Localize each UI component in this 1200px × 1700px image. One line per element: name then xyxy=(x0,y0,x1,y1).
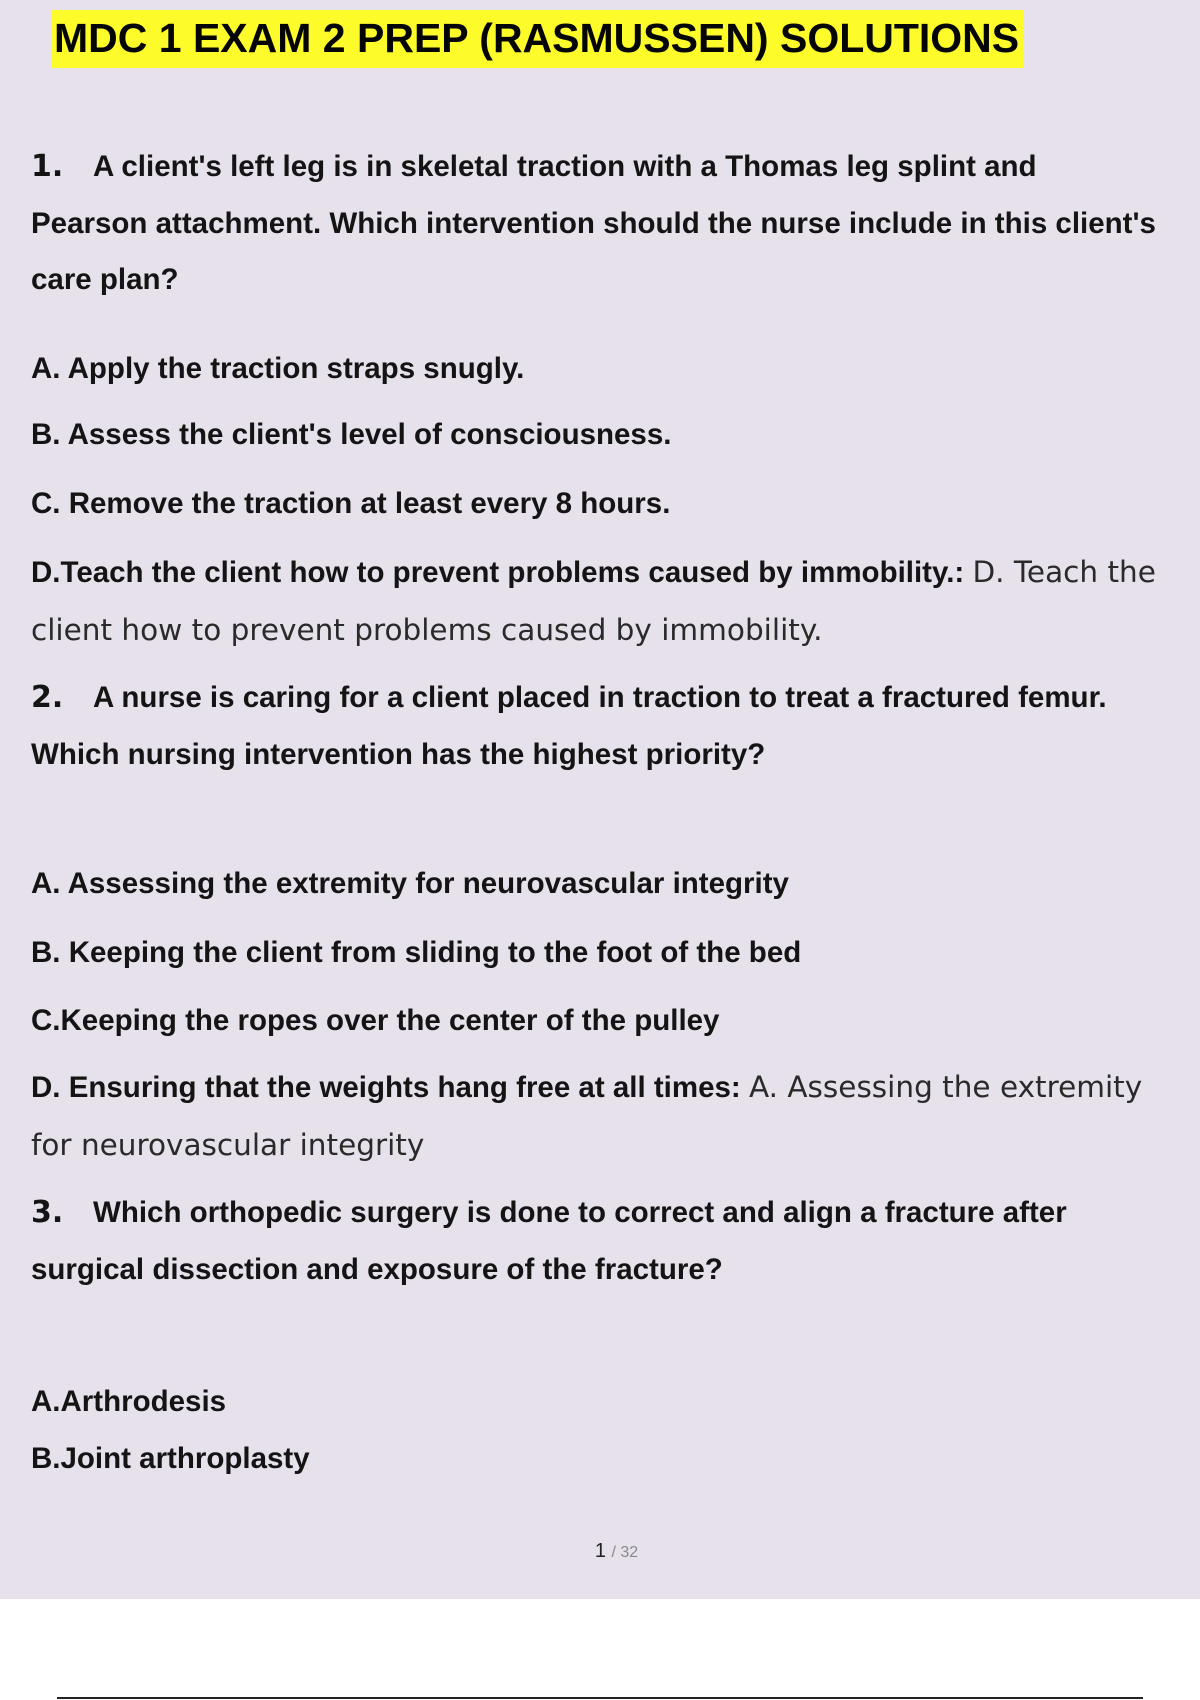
question-1-text: A client's left leg is in skeletal traction with a Thomas leg splint and Pearson attachment. Which intervention should the nurse include in this client's care plan? xyxy=(31,150,1156,296)
question-1-option-c: C. Remove the traction at least every 8 hours. xyxy=(31,487,671,520)
question-2-option-c: C.Keeping the ropes over the center of the pulley xyxy=(31,1004,720,1037)
question-3 xyxy=(31,1185,1160,1298)
question-1-answer: D. Teach the client how to prevent problems caused by immobility. xyxy=(31,555,1156,647)
question-1-option-b: B. Assess the client's level of consciousness. xyxy=(31,418,672,451)
question-2-number: 2. xyxy=(31,680,64,715)
question-3-option-a: A.Arthrodesis xyxy=(31,1385,227,1418)
question-1-number: 1. xyxy=(31,149,64,184)
question-1-option-d-text: D.Teach the client how to prevent problems caused by immobility.: xyxy=(31,556,965,589)
page-number xyxy=(0,1540,1200,1563)
question-2-option-a: A. Assessing the extremity for neurovascular integrity xyxy=(31,867,789,900)
question-2-option-b: B. Keeping the client from sliding to the foot of the bed xyxy=(31,936,802,969)
page-divider xyxy=(57,1697,1143,1699)
page-number-total: / 32 xyxy=(611,1544,639,1561)
question-2-text: A nurse is caring for a client placed in traction to treat a fractured femur. Which nursing intervention has the highest priority? xyxy=(31,681,1107,771)
page-number-current: 1 xyxy=(594,1540,606,1562)
question-1 xyxy=(31,139,1160,309)
question-2-option-d xyxy=(31,1059,1160,1174)
question-2-option-d-text: D. Ensuring that the weights hang free at all times: xyxy=(31,1071,741,1104)
question-2 xyxy=(31,670,1160,783)
question-3-number: 3. xyxy=(31,1195,64,1230)
question-3-option-b: B.Joint arthroplasty xyxy=(31,1442,310,1475)
question-1-option-a: A. Apply the traction straps snugly. xyxy=(31,352,525,385)
document-title: MDC 1 EXAM 2 PREP (RASMUSSEN) SOLUTIONS xyxy=(52,10,1023,68)
question-2-answer: A. Assessing the extremity for neurovascular integrity xyxy=(31,1070,1143,1162)
question-3-text: Which orthopedic surgery is done to correct and align a fracture after surgical dissection and exposure of the fracture? xyxy=(31,1196,1067,1286)
question-1-option-d xyxy=(31,544,1160,659)
